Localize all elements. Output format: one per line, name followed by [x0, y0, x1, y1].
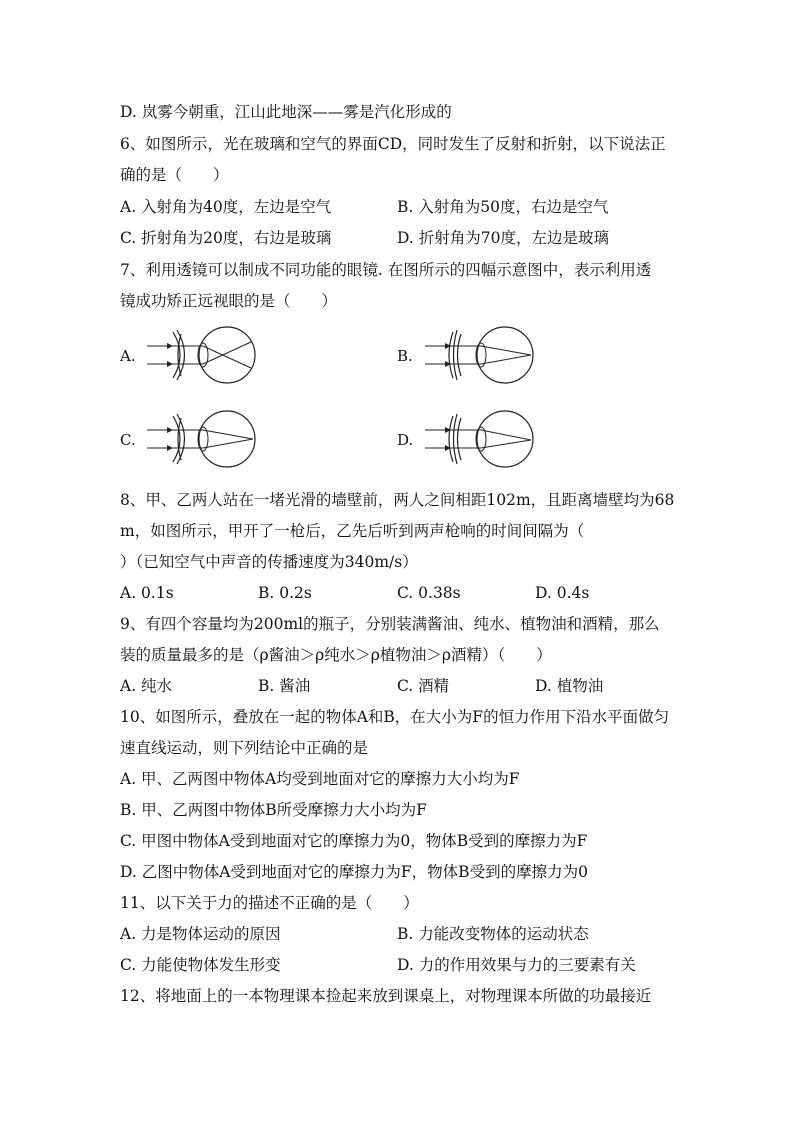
- q7-stem-2: 镜成功矫正远视眼的是（ ）: [120, 292, 338, 310]
- q8-option-d: D. 0.4s: [535, 584, 590, 602]
- q11-option-b: B. 力能改变物体的运动状态: [397, 925, 589, 943]
- q10-option-a: A. 甲、乙两图中物体A均受到地面对它的摩擦力大小均为F: [120, 770, 520, 788]
- q11-option-c: C. 力能使物体发生形变: [120, 956, 281, 974]
- eye-diagram-c: [145, 408, 260, 470]
- q8-option-b: B. 0.2s: [258, 584, 312, 602]
- q6-option-b: B. 入射角为50度，右边是空气: [397, 198, 609, 216]
- eye-diagram-a: [145, 324, 260, 386]
- q10-option-d: D. 乙图中物体A受到地面对它的摩擦力为F，物体B受到的摩擦力为0: [120, 863, 588, 881]
- q10-stem-2: 速直线运动，则下列结论中正确的是: [120, 739, 369, 757]
- q6-option-a: A. 入射角为40度，左边是空气: [120, 198, 332, 216]
- q7-stem-1: 7、利用透镜可以制成不同功能的眼镜. 在图所示的四幅示意图中，表示利用透: [120, 261, 652, 279]
- q8-option-a: A. 0.1s: [120, 584, 174, 602]
- q11-option-d: D. 力的作用效果与力的三要素有关: [397, 956, 636, 974]
- q9-option-d: D. 植物油: [535, 677, 604, 695]
- q8-option-c: C. 0.38s: [397, 584, 461, 602]
- q9-option-c: C. 酒精: [397, 677, 450, 695]
- q9-option-a: A. 纯水: [120, 677, 173, 695]
- q6-option-d: D. 折射角为70度，左边是玻璃: [397, 229, 609, 247]
- q11-option-a: A. 力是物体运动的原因: [120, 925, 281, 943]
- q7-figure-label-b: B.: [397, 347, 413, 365]
- q8-stem-2: m，如图所示，甲开了一枪后，乙先后听到两声枪响的时间间隔为（: [120, 522, 585, 540]
- eye-diagram-d: [423, 408, 538, 470]
- q7-figure-label-c: C.: [120, 431, 136, 449]
- q9-option-b: B. 酱油: [258, 677, 311, 695]
- q7-figure-label-d: D.: [397, 431, 414, 449]
- q7-figure-label-a: A.: [120, 347, 136, 365]
- eye-diagram-b: [423, 324, 538, 386]
- q8-stem-3: ）（已知空气中声音的传播速度为340m/s）: [120, 553, 418, 571]
- q6-option-c: C. 折射角为20度，右边是玻璃: [120, 229, 332, 247]
- q9-stem-1: 9、有四个容量均为200ml的瓶子，分别装满酱油、纯水、植物油和酒精，那么: [120, 615, 660, 633]
- q10-option-b: B. 甲、乙两图中物体B所受摩擦力大小均为F: [120, 801, 427, 819]
- q12-stem: 12、将地面上的一本物理课本捡起来放到课桌上，对物理课本所做的功最接近: [120, 987, 652, 1005]
- q11-stem: 11、以下关于力的描述不正确的是（ ）: [120, 894, 419, 912]
- q6-stem-1: 6、如图所示，光在玻璃和空气的界面CD，同时发生了反射和折射，以下说法正: [120, 135, 666, 153]
- q5-option-d: D. 岚雾今朝重，江山此地深——雾是汽化形成的: [120, 103, 452, 121]
- q10-option-c: C. 甲图中物体A受到地面对它的摩擦力为0，物体B受到的摩擦力为F: [120, 832, 588, 850]
- q6-stem-2: 确的是（ ）: [120, 166, 229, 184]
- q10-stem-1: 10、如图所示，叠放在一起的物体A和B，在大小为F的恒力作用下沿水平面做匀: [120, 708, 670, 726]
- q9-stem-2: 装的质量最多的是（ρ酱油＞ρ纯水＞ρ植物油＞ρ酒精）（ ）: [120, 646, 552, 664]
- q8-stem-1: 8、甲、乙两人站在一堵光滑的墙壁前，两人之间相距102m，且距离墙壁均为68: [120, 491, 675, 509]
